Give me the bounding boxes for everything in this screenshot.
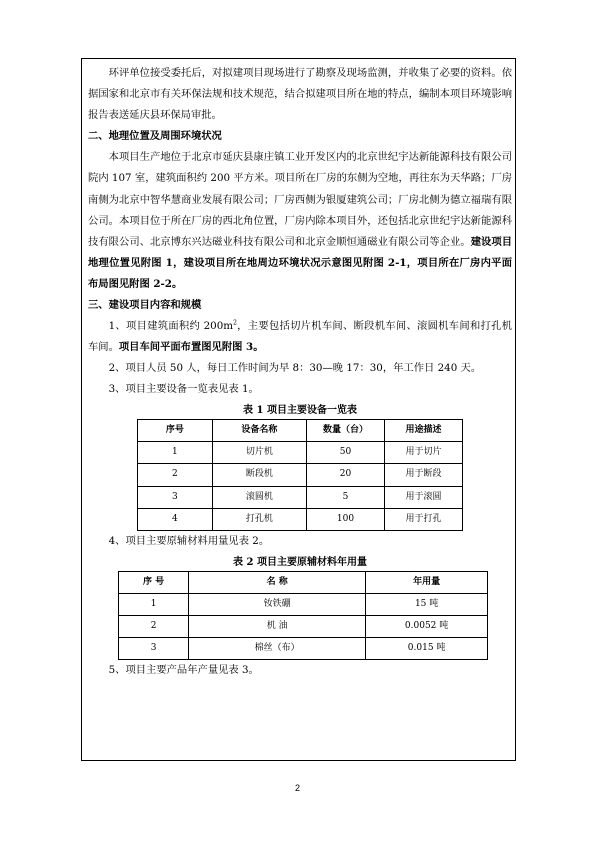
table-header-cell: 用途描述 (385, 419, 463, 441)
table-cell: 2 (119, 615, 189, 637)
table-cell: 1 (138, 441, 213, 463)
table-header-cell: 序号 (138, 419, 213, 441)
table-cell: 3 (119, 637, 189, 659)
table-cell: 机 油 (189, 615, 366, 637)
table-row (138, 441, 463, 463)
table-cell: 0.015 吨 (366, 637, 488, 659)
table-cell: 用于断段 (385, 464, 463, 486)
table-cell: 切片机 (212, 441, 306, 463)
location-figure-reference: 建设项目地理位置见附图 1，建设项目所在地周边环境状况示意图见附图 2-1，项目所在厂房内平面布局图见附图 2-2。 (88, 235, 513, 290)
table-header-cell: 数量（台） (307, 419, 385, 441)
table-header-cell: 名 称 (189, 571, 366, 593)
scope-item-3: 3、项目主要设备一览表见表 1。 (108, 383, 259, 396)
table-row (138, 464, 463, 486)
location-paragraph (88, 147, 512, 295)
table-header-row (119, 571, 488, 593)
equipment-table (137, 419, 463, 532)
table-cell: 4 (138, 509, 213, 531)
table-cell: 100 (307, 509, 385, 531)
page-number: 2 (294, 783, 300, 793)
scope-item-1-text-cont: ，主要包括切片机车间、断段机车间、滚圆机车间和打孔机车间。 (88, 320, 512, 354)
table-row (119, 615, 488, 637)
scope-item-4: 4、项目主要原辅材料用量见表 2。 (108, 535, 270, 548)
table-cell: 用于打孔 (385, 509, 463, 531)
materials-table (118, 571, 488, 660)
table-cell: 1 (119, 593, 189, 615)
table-cell: 2 (138, 464, 213, 486)
section-heading-location: 二、地理位置及周围环境状况 (88, 130, 222, 143)
workshop-figure-reference: 项目车间平面布置图见附图 3。 (118, 341, 264, 354)
intro-paragraph: 环评单位接受委托后，对拟建项目现场进行了勘察及现场监测，并收集了必要的资料。依据国家和北京市有关环保法规和技术规范，结合拟建项目所在地的特点，编制本项目环境影响报告表送延庆县环保局审批。 (88, 67, 512, 122)
area-unit-superscript: 2 (233, 319, 237, 327)
scope-item-5: 5、项目主要产品年产量见表 3。 (108, 663, 259, 676)
table-cell: 50 (307, 441, 385, 463)
table-cell: 20 (307, 464, 385, 486)
table-header-cell: 年用量 (366, 571, 488, 593)
table-cell: 3 (138, 486, 213, 508)
location-text: 本项目生产地位于北京市延庆县康庄镇工业开发区内的北京世纪宇达新能源科技有限公司院内 107 室，建筑面积约 200 平方米。项目所在厂房的东侧为空地，再往东为天华路；厂房南侧为北京中智华慧商业发展有限公司；厂房西侧为银厦建筑公司；厂房北侧为德立福瑞有限公司。本项目位于所在厂房的西北角位置，厂房内除本项目外，还包括北京世纪宇达新能源科技有限公司、北京博东兴达磁业科技有限公司和北京金顺恒通磁业有限公司等企业。 (88, 151, 512, 248)
table-cell: 15 吨 (366, 593, 488, 615)
table-cell: 0.0052 吨 (366, 615, 488, 637)
document-body (88, 63, 512, 681)
table-row (119, 593, 488, 615)
table-row (119, 637, 488, 659)
table-cell: 用于切片 (385, 441, 463, 463)
table-cell: 用于滚圆 (385, 486, 463, 508)
table-cell: 棉丝（布） (189, 637, 366, 659)
scope-item-2: 2、项目人员 50 人，每日工作时间为早 8：30—晚 17：30，年工作日 240 天。 (108, 362, 482, 375)
table-header-row (138, 419, 463, 441)
table-cell: 打孔机 (212, 509, 306, 531)
scope-item-1 (88, 316, 512, 358)
table1-caption: 表 1 项目主要设备一览表 (243, 404, 357, 416)
table-cell: 断段机 (212, 464, 306, 486)
table-header-cell: 序 号 (119, 571, 189, 593)
table-cell: 滚圆机 (212, 486, 306, 508)
table-cell: 5 (307, 486, 385, 508)
table-row (138, 486, 463, 508)
scope-item-1-text: 1、项目建筑面积约 200m (108, 320, 234, 333)
table2-caption: 表 2 项目主要原辅材料年用量 (233, 556, 367, 568)
table-row (138, 509, 463, 531)
table-header-cell: 设备名称 (212, 419, 306, 441)
section-heading-scope: 三、建设项目内容和规模 (88, 299, 202, 312)
table-cell: 钕铁硼 (189, 593, 366, 615)
